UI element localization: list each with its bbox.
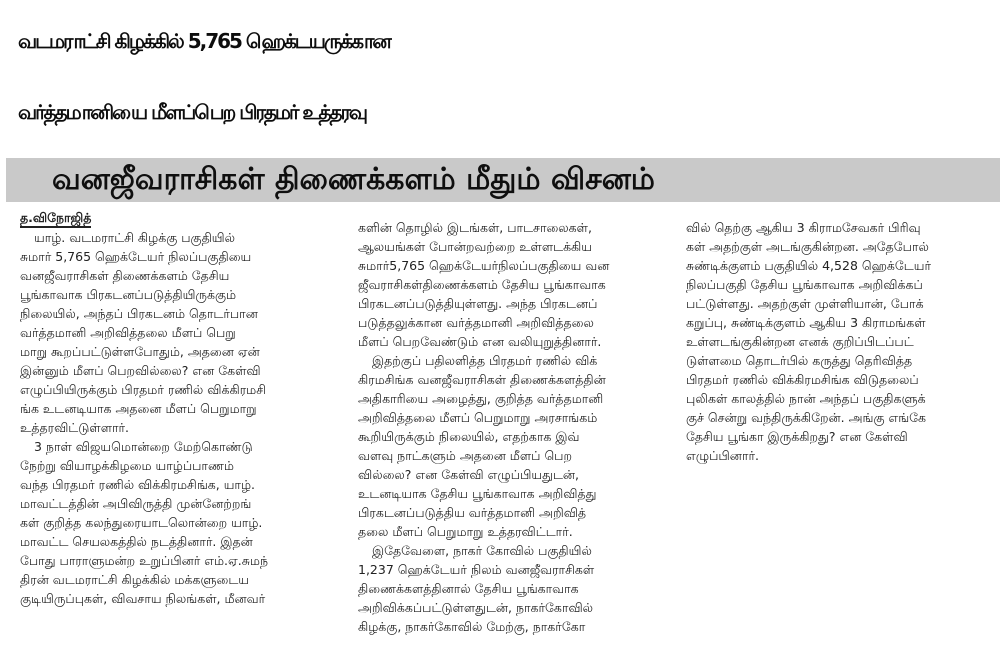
article-line: மாவட்டத்தின் அபிவிருத்தி முன்னேற்றங் [20,496,252,511]
article-line: பிரகடனப்படுத்திய வர்த்தமானி அறிவித் [358,505,587,520]
article-line: உடனடியாக தேசிய பூங்காவாக அறிவித்து [358,486,597,501]
article-line: வளவு நாட்களும் அதனை மீளப் பெற [358,448,572,463]
article-line: களின் தொழில் இடங்கள், பாடசாலைகள், [358,220,592,235]
article-line: கறுப்பு, சுண்டிக்குளம் ஆகிய 3 கிராமங்கள் [686,315,926,330]
article-line: பூங்காவாக பிரகடனப்படுத்தியிருக்கும் [20,287,237,302]
article-line: வந்த பிரதமர் ரணில் விக்கிரமசிங்க, யாழ். [20,477,255,492]
article-line: நேற்று வியாழக்கிழமை யாழ்ப்பாணம் [20,458,234,473]
article-line: தலை மீளப் பெறுமாறு உத்தரவிட்டார். [358,524,573,539]
article-line: மீளப் பெறவேண்டும் என வலியுறுத்தினார். [358,334,602,349]
article-line: படுத்தலுக்கான வர்த்தமானி அறிவித்தலை [358,315,594,330]
article-column-3 [686,218,994,518]
article-line: வனஜீவராசிகள் திணைக்களம் தேசிய [20,268,230,283]
article-line: சுமார்5,765 ஹெக்டேயர்நிலப்பகுதியை வன [358,258,610,273]
article-line: இன்னும் மீளப் பெறவில்லை? என கேள்வி [20,363,261,378]
headline-line-2: வர்த்தமானியை மீளப்பெற பிரதமர் உத்தரவு [18,100,367,124]
article-line: ங்க உடனடியாக அதனை மீளப் பெறுமாறு [20,401,257,416]
article-column-1 [20,228,342,668]
article-line: அறிவிக்கப்பட்டுள்ளதுடன், நாகர்கோவில் [358,600,594,615]
article-line: டுள்ளமை தொடர்பில் கருத்து தெரிவித்த [686,353,913,368]
article-line: பட்டுள்ளது. அதற்குள் முள்ளியான், போக் [686,296,924,311]
article-line: நிலப்பகுதி தேசிய பூங்காவாக அறிவிக்கப் [686,277,923,292]
article-line: போது பாராளுமன்ற உறுப்பினர் எம்.ஏ.சுமந் [20,553,268,568]
article-line: சுண்டிக்குளம் பகுதியில் 4,528 ஹெக்டேயர் [686,258,931,273]
article-line: 1,237 ஹெக்டேயர் நிலம் வனஜீவராசிகள் [358,562,595,577]
article-line: அறிவித்தலை மீளப் பெறுமாறு அரசாங்கம் [358,410,598,425]
article-line: கூறியிருக்கும் நிலையில், எதற்காக இவ் [358,429,580,444]
article-line: எழுப்பியிருக்கும் பிரதமர் ரணில் விக்கிரமசி [20,382,267,397]
headline-line-1: வடமராட்சி கிழக்கில் 5,765 ஹெக்டயருக்கான [18,29,390,53]
byline: த.விநோஜித் [20,210,91,228]
article-line: கள் அதற்குள் அடங்குகின்றன. அதேபோல் [686,239,929,254]
article-line: உள்ளடங்குகின்றன எனக் குறிப்பிடப்பட் [686,334,914,349]
article-line: யாழ். வடமராட்சி கிழக்கு பகுதியில் [34,230,236,245]
article-line: உத்தரவிட்டுள்ளார். [20,420,130,435]
article-line: குடியிருப்புகள், விவசாய நிலங்கள், மீனவர் [20,591,266,606]
article-line: 3 நாள் விஜயமொன்றை மேற்கொண்டு [34,439,253,454]
article-line: எழுப்பினார். [686,448,759,463]
article-line: குச் சென்று வந்திருக்கிறேன். அங்கு எங்கே [686,410,927,425]
article-line: மாறு கூறப்பட்டுள்ளபோதும், அதனை ஏன் [20,344,260,359]
article-line: இதேவேளை, நாகர் கோவில் பகுதியில் [372,543,592,558]
article-line: புலிகள் காலத்தில் நான் அந்தப் பகுதிகளுக் [686,391,926,406]
article-line: திரன் வடமராட்சி கிழக்கில் மக்களுடைய [20,572,250,587]
headline [18,6,988,148]
article-line: பிரதமர் ரணில் விக்கிரமசிங்க விடுதலைப் [686,372,919,387]
article-column-2 [358,218,678,668]
article-line: திணைக்களத்தினால் தேசிய பூங்காவாக [358,581,579,596]
article-line: வர்த்தமானி அறிவித்தலை மீளப் பெறு [20,325,236,340]
article-line: இதற்குப் பதிலளித்த பிரதமர் ரணில் விக் [372,353,598,368]
article-line: தேசிய பூங்கா இருக்கிறது? என கேள்வி [686,429,908,444]
article-line: கிழக்கு, நாகர்கோவில் மேற்கு, நாகர்கோ [358,619,586,634]
article-line: வில் தெற்கு ஆகிய 3 கிராமசேவகர் பிரிவு [686,220,921,235]
article-line: சுமார் 5,765 ஹெக்டேயர் நிலப்பகுதியை [20,249,252,264]
article-line: நிலையில், அந்தப் பிரகடனம் தொடர்பான [20,306,258,321]
article-line: கள் குறித்த கலந்துரையாடலொன்றை யாழ். [20,515,263,530]
article-line: ஆலயங்கள் போன்றவற்றை உள்ளடக்கிய [358,239,593,254]
article-line: ஜீவராசிகள்திணைக்களம் தேசிய பூங்காவாக [358,277,606,292]
article-line: பிரகடனப்படுத்தியுள்ளது. அந்த பிரகடனப் [358,296,598,311]
article-line: வில்லை? என கேள்வி எழுப்பியதுடன், [358,467,580,482]
subheadline: வனஜீவராசிகள் திணைக்களம் மீதும் விசனம் [52,162,655,197]
subheadline-bar [6,158,1000,202]
article-line: மாவட்ட செயலகத்தில் நடத்தினார். இதன் [20,534,253,549]
article-line: அதிகாரியை அழைத்து, குறித்த வர்த்தமானி [358,391,604,406]
article-line: கிரமசிங்க வனஜீவராசிகள் திணைக்களத்தின் [358,372,606,387]
